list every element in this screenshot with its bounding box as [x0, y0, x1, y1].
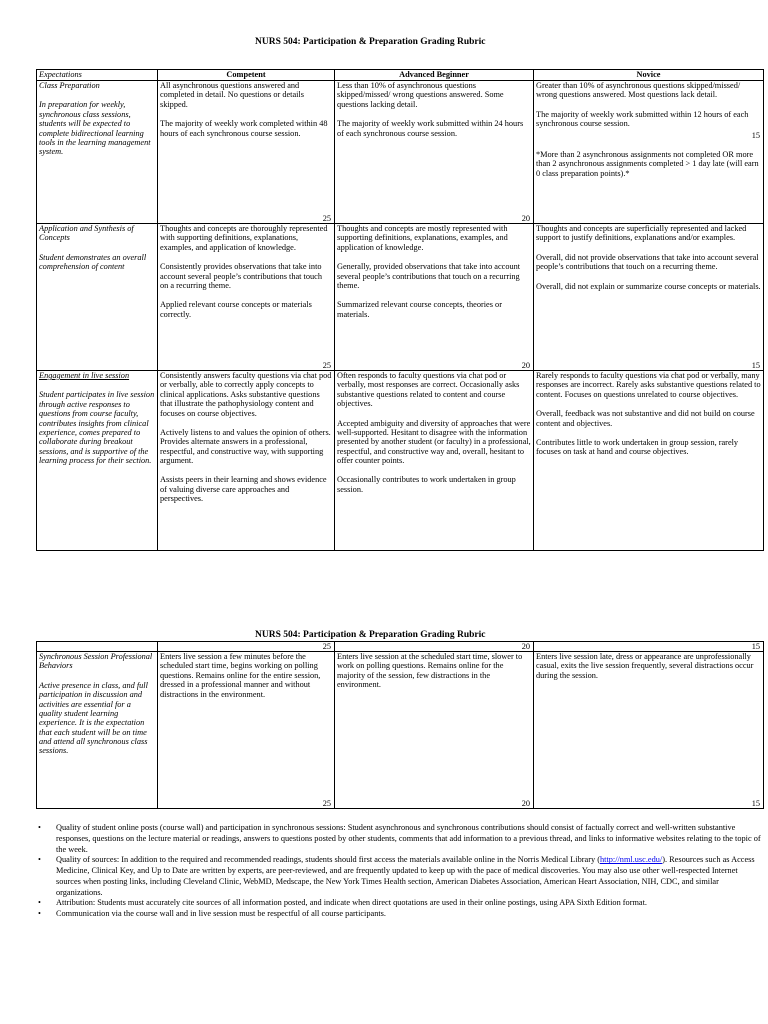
carryover-score-row [37, 642, 764, 652]
list-item: • Communication via the course wall and in live session must be respectful of all course participants. [36, 909, 763, 920]
descriptor-text: Enters live session a few minutes before the scheduled start time, begins working on polling questions. Remains online for the entire session, dressed in a professional manner and without distractions in the environment. [160, 652, 321, 699]
descriptor-text: Generally, provided observations that take into account several people’s contributions that touch on a recurring theme. [337, 262, 521, 290]
descriptor-text: Overall, feedback was not substantive and did not build on course content and objectives. [536, 409, 755, 428]
novice-note: *More than 2 asynchronous assignments not completed OR more than 2 asynchronous assignments completed > 1 day late (will earn 0 class preparation points).* [536, 149, 759, 178]
expectation-cell [37, 652, 158, 809]
blank-cell [37, 642, 158, 652]
descriptor-text: Less than 10% of asynchronous questions skipped/missed/ wrong questions answered. Some questions lacking detail. [337, 81, 504, 109]
expectation-label: Synchronous Session Professional Behaviors [39, 652, 153, 671]
rubric-row-class-preparation [37, 81, 764, 224]
descriptor-text: Accepted ambiguity and diversity of approaches that were well-supported. Hesitant to disagree with the information presented by another student (or faculty) in a professional, respectful, and constructive way and, overall, hesitant to offer counter points. [337, 418, 531, 465]
descriptor-text: Enters live session at the scheduled start time, slower to work on polling questions. Remains online for the majority of the session, few distractions in the environment. [337, 652, 523, 690]
competent-cell [158, 652, 335, 809]
novice-cell [534, 81, 764, 224]
descriptor-text: Rarely responds to faculty questions via chat pod or verbally, many responses are incorrect. Rarely asks substantive questions related to content. Focuses on questions unrelated to course objectives. [536, 371, 761, 399]
novice-cell [534, 371, 764, 551]
expectation-cell [37, 81, 158, 224]
score-value: 25 [158, 642, 335, 652]
rubric-row-engagement [37, 371, 764, 551]
descriptor-text: All asynchronous questions answered and completed in detail. No questions or details skipped. [160, 81, 305, 109]
expectation-label: Class Preparation [39, 81, 100, 90]
list-item: • Quality of student online posts (course wall) and participation in synchronous sessions: Student asynchronous and synchronous contributions should consist of factually correct and well-written substantive responses, questions on the lecture material or readings, answers to questions posted by other students, comments that add information to a previous thread, and links to informative websites relating to the topic of the week. [36, 823, 763, 855]
score-value: 25 [322, 798, 331, 808]
descriptor-text: Assists peers in their learning and shows evidence of valuing diverse care approaches and perspectives. [160, 475, 327, 504]
score-value: 15 [751, 130, 760, 140]
descriptor-text: The majority of weekly work submitted within 24 hours of each synchronous course session. [337, 119, 524, 138]
descriptor-text: Thoughts and concepts are mostly represented with supporting definitions, explanations, examples, and application of knowledge. [337, 224, 508, 252]
rubric-table-continued [36, 641, 764, 809]
descriptor-text: Consistently provides observations that take into account several people’s contributions that touch on a recurring theme. [160, 262, 322, 290]
descriptor-text: Applied relevant course concepts or materials correctly. [160, 300, 312, 319]
score-value: 15 [751, 360, 760, 370]
novice-cell [534, 652, 764, 809]
expectation-cell [37, 371, 158, 551]
expectation-label: Application and Synthesis of Concepts [39, 224, 134, 243]
descriptor-text: Overall, did not provide observations that take into account several people’s contributions that touch on a recurring theme. [536, 252, 759, 272]
rubric-table [36, 69, 764, 551]
competent-cell [158, 81, 335, 224]
novice-cell [534, 224, 764, 371]
descriptor-text: Overall, did not explain or summarize course concepts or materials. [536, 281, 761, 291]
header-expectations: Expectations [37, 70, 158, 81]
score-value: 20 [335, 642, 534, 652]
header-advanced-beginner: Advanced Beginner [335, 70, 534, 81]
library-link[interactable]: http://nml.usc.edu/ [599, 855, 663, 865]
expectation-criteria: Active presence in class, and full participation in discussion and activities are essential for a quality student learning experience. It is the expectation that each student will be on time and attend all synchronous class sessions. [39, 680, 148, 756]
score-value: 25 [322, 213, 331, 223]
competent-cell [158, 224, 335, 371]
descriptor-text: The majority of weekly work submitted within 12 hours of each synchronous course session. [536, 109, 749, 129]
score-value: 20 [521, 360, 530, 370]
header-novice: Novice [534, 70, 764, 81]
descriptor-text: Actively listens to and values the opinion of others. Provides alternate answers in a professional, respectful, and constructive way, with supporting argument. [160, 427, 331, 465]
list-item: • Attribution: Students must accurately cite sources of all information posted, and indicate when direct quotations are used in their online postings, using APA Sixth Edition format. [36, 898, 763, 909]
competent-cell [158, 371, 335, 551]
advanced-beginner-cell [335, 652, 534, 809]
descriptor-text: Enters live session late, dress or appearance are unprofessionally casual, exits the live session frequently, several distractions occur during the session. [536, 652, 754, 680]
notes-list [36, 823, 763, 920]
expectation-criteria: In preparation for weekly, synchronous class sessions, students will be expected to complete bidirectional learning tools in the learning management system. [39, 100, 151, 157]
descriptor-text: Thoughts and concepts are superficially represented and lacked support to justify definitions, explanations and/or examples. [536, 224, 747, 243]
score-value: 25 [322, 360, 331, 370]
rubric-header-row [37, 70, 764, 81]
expectation-label: Engagement in live session [39, 371, 130, 380]
score-value: 20 [521, 798, 530, 808]
score-value: 20 [521, 213, 530, 223]
descriptor-text: Consistently answers faculty questions via chat pod or verbally, able to correctly apply concepts to clinical applications. Asks substantive questions that illustrate the pathophysiology content and focuses on course objectives. [160, 371, 332, 418]
descriptor-text: Summarized relevant course concepts, theories or materials. [337, 300, 502, 319]
descriptor-text: The majority of weekly work completed within 48 hours of each synchronous course session. [160, 119, 328, 138]
advanced-beginner-cell [335, 81, 534, 224]
descriptor-text: Contributes little to work undertaken in group session, rarely focuses on task at hand and course objectives. [536, 437, 739, 457]
header-competent: Competent [158, 70, 335, 81]
expectation-criteria: Student demonstrates an overall comprehension of content [39, 252, 147, 272]
advanced-beginner-cell [335, 224, 534, 371]
list-item: • Quality of sources: In addition to the required and recommended readings, students should first access the materials available online in the Norris Medical Library (http://nml.usc.edu/). Resources such as Access Medicine, Clinical Key, and Up to Date are written by experts, are peer-reviewed, and are frequently updated to keep up with the pace of medical discoveries. You may also use other well-respected Internet sources when posting links, including Cleveland Clinic, WebMD, Medscape, the New York Times Health section, American Diabetes Association, American Heart Association, NIH, CDC, and similar organizations. [36, 855, 763, 898]
page-title: NURS 504: Participation & Preparation Grading Rubric [255, 37, 486, 47]
advanced-beginner-cell [335, 371, 534, 551]
score-value: 15 [534, 642, 764, 652]
descriptor-text: Thoughts and concepts are thoroughly represented with supporting definitions, explanations, examples, and application of knowledge. [160, 224, 328, 252]
rubric-row-application-synthesis [37, 224, 764, 371]
rubric-row-professional-behaviors [37, 652, 764, 809]
page-title-repeat: NURS 504: Participation & Preparation Grading Rubric [255, 630, 486, 640]
expectation-criteria: Student participates in live session through active responses to questions from course faculty, contributes insights from clinical experience, comes prepared to collaborate during breakout sessions, and is supportive of the learning process for their section. [39, 390, 155, 465]
descriptor-text: Occasionally contributes to work undertaken in group session. [337, 475, 516, 494]
descriptor-text: Often responds to faculty questions via chat pod or verbally, most responses are correct. Occasionally asks substantive questions related to content and course objectives. [337, 371, 520, 409]
descriptor-text: Greater than 10% of asynchronous questions skipped/missed/ wrong questions answered. Most questions lack detail. [536, 81, 741, 100]
score-value: 15 [751, 798, 760, 808]
expectation-cell [37, 224, 158, 371]
